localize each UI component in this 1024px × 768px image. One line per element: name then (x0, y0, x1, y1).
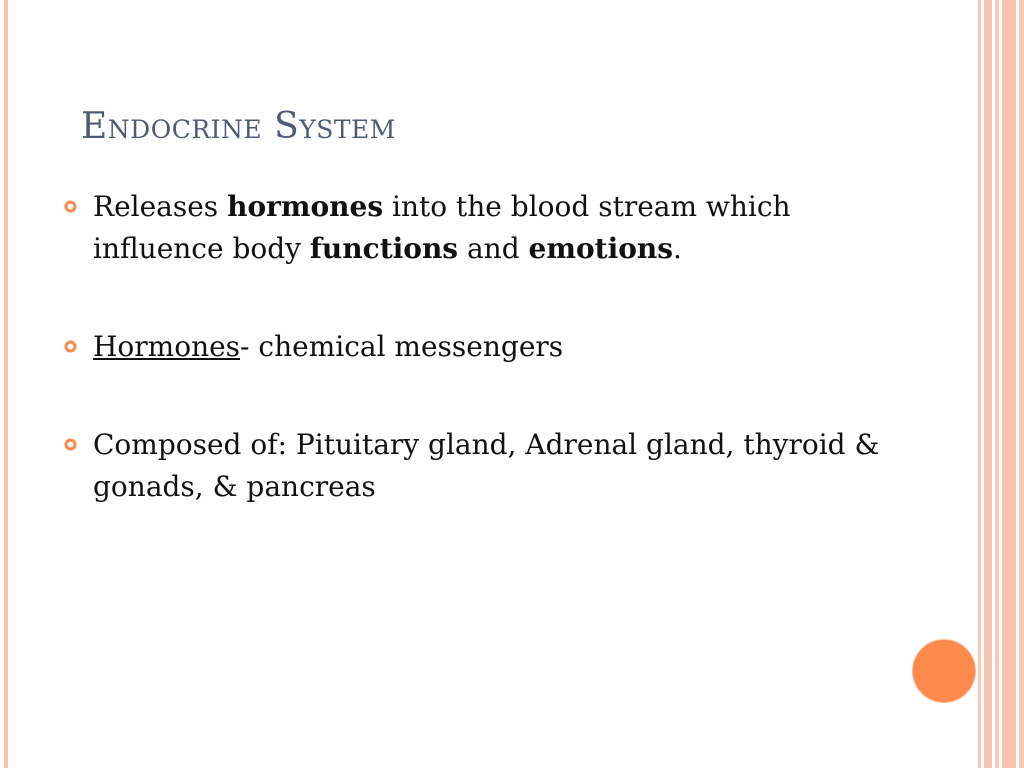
ring-bullet-icon (64, 438, 77, 451)
right-border-stripe (1019, 0, 1024, 768)
bold-term: hormones (227, 190, 384, 223)
bullet-item (60, 424, 880, 508)
bullet-item (60, 326, 880, 368)
right-border-stripe (1002, 0, 1016, 768)
bullet-text: Composed of: Pituitary gland, Adrenal gland, thyroid & gonads, & pancreas (93, 428, 880, 503)
decorative-circle (913, 640, 975, 702)
bullet-list (60, 186, 880, 564)
bold-term: emotions (528, 232, 674, 265)
bullet-text: Hormones- chemical messengers (93, 330, 564, 363)
right-border-stripe (978, 0, 981, 768)
right-border-stripe (995, 0, 999, 768)
left-border-stripe (4, 0, 8, 768)
slide-title: Endocrine System (81, 106, 396, 147)
underlined-term: Hormones (93, 330, 241, 363)
bullet-text: Releases hormones into the blood stream which influence body functions and emotions. (93, 190, 791, 265)
right-border-stripe (984, 0, 992, 768)
bullet-item (60, 186, 880, 270)
bold-term: functions (309, 232, 459, 265)
ring-bullet-icon (64, 200, 77, 213)
ring-bullet-icon (64, 340, 77, 353)
